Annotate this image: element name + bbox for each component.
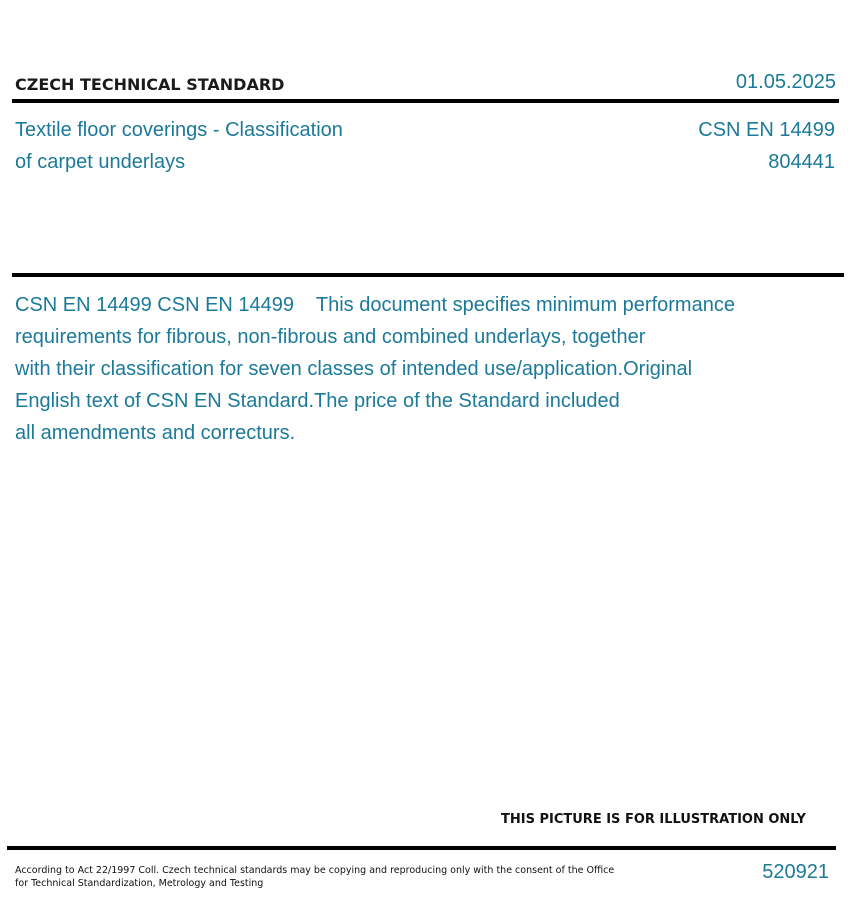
footer-code: 520921: [762, 861, 829, 883]
legal-notice-line: According to Act 22/1997 Coll. Czech technical standards may be copying and reproducing only with the consent of the Office: [15, 865, 615, 876]
publication-date: 01.05.2025: [735, 71, 836, 93]
description-text: [15, 289, 805, 449]
standard-title-line: of carpet underlays: [15, 151, 186, 173]
description-line: requirements for fibrous, non-fibrous and combined underlays, together: [15, 326, 646, 348]
document-heading: CZECH TECHNICAL STANDARD: [15, 75, 285, 94]
description-line: CSN EN 14499 CSN EN 14499 This document specifies minimum performance: [15, 294, 735, 316]
catalog-number: 804441: [768, 151, 835, 173]
standard-code: CSN EN 14499: [698, 119, 835, 141]
legal-notice-line: for Technical Standardization, Metrology and Testing: [15, 878, 264, 889]
title-divider: [12, 273, 844, 277]
legal-notice: [15, 864, 615, 890]
description-line: with their classification for seven classes of intended use/application.Original: [15, 358, 693, 380]
footer-divider: [7, 846, 836, 850]
description-line: all amendments and correcturs.: [15, 422, 296, 444]
illustration-notice: THIS PICTURE IS FOR ILLUSTRATION ONLY: [501, 812, 806, 827]
header-divider: [12, 99, 839, 103]
standard-title-line: Textile floor coverings - Classification: [15, 119, 343, 141]
standard-identifiers: [698, 114, 835, 178]
standard-title: [15, 114, 435, 178]
description-line: English text of CSN EN Standard.The price of the Standard included: [15, 390, 620, 412]
